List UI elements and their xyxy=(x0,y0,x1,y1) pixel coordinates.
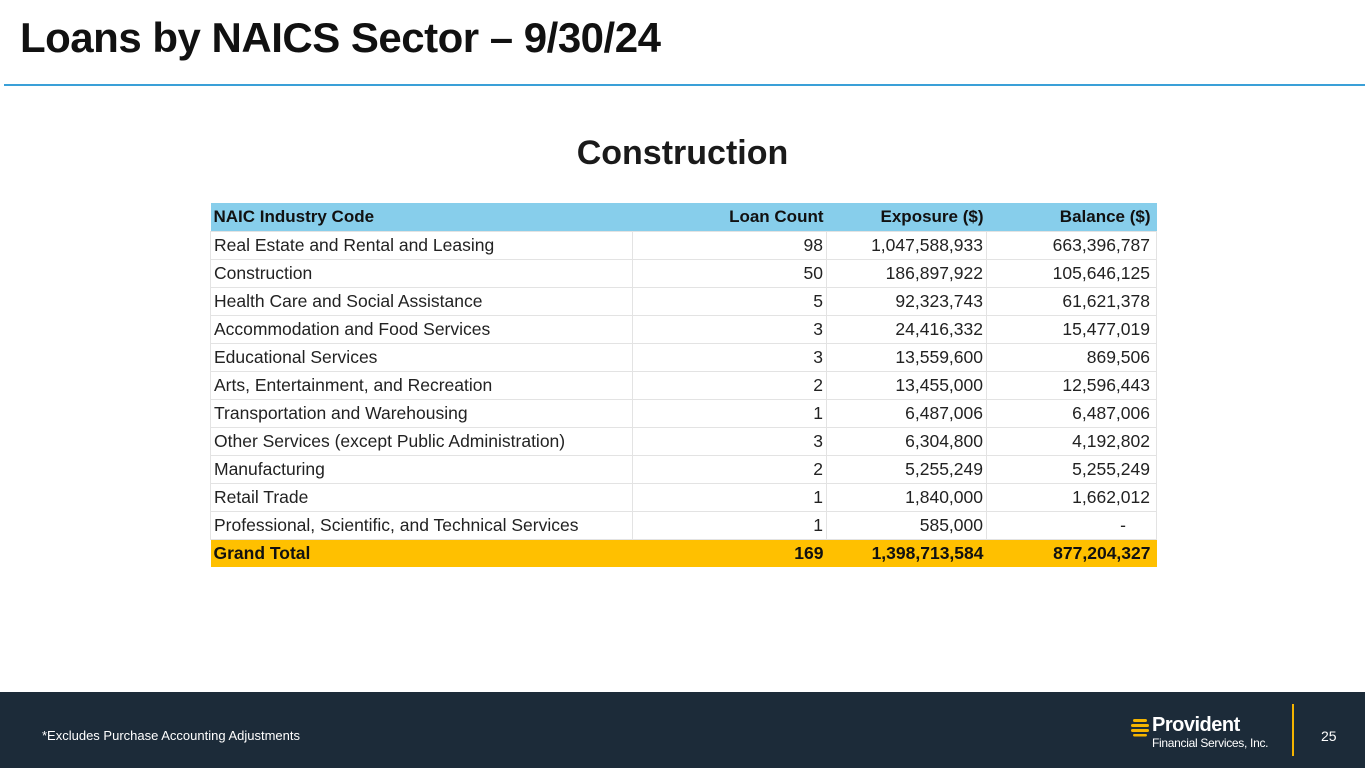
total-exposure: 1,398,713,584 xyxy=(827,539,987,567)
total-balance: 877,204,327 xyxy=(987,539,1157,567)
cell-industry: Arts, Entertainment, and Recreation xyxy=(211,371,633,399)
cell-loan-count: 3 xyxy=(633,343,827,371)
cell-loan-count: 98 xyxy=(633,231,827,259)
table-row xyxy=(211,231,1157,259)
cell-loan-count: 2 xyxy=(633,455,827,483)
cell-balance: 12,596,443 xyxy=(987,371,1157,399)
cell-industry: Transportation and Warehousing xyxy=(211,399,633,427)
cell-loan-count: 1 xyxy=(633,483,827,511)
cell-exposure: 585,000 xyxy=(827,511,987,539)
cell-balance: 5,255,249 xyxy=(987,455,1157,483)
total-loan-count: 169 xyxy=(633,539,827,567)
table-row xyxy=(211,343,1157,371)
cell-balance: 1,662,012 xyxy=(987,483,1157,511)
title-rule xyxy=(4,84,1365,86)
cell-loan-count: 50 xyxy=(633,259,827,287)
cell-loan-count: 3 xyxy=(633,427,827,455)
table-header-row xyxy=(211,203,1157,231)
grand-total-row xyxy=(211,539,1157,567)
loans-table xyxy=(210,203,1157,567)
cell-industry: Manufacturing xyxy=(211,455,633,483)
table-row xyxy=(211,427,1157,455)
cell-loan-count: 1 xyxy=(633,399,827,427)
provident-logo xyxy=(1130,714,1280,754)
slide-title: Loans by NAICS Sector – 9/30/24 xyxy=(20,14,661,61)
footnote: *Excludes Purchase Accounting Adjustments xyxy=(42,728,300,743)
footer-bar xyxy=(0,692,1365,768)
cell-balance: 15,477,019 xyxy=(987,315,1157,343)
page-number: 25 xyxy=(1321,728,1337,744)
cell-exposure: 5,255,249 xyxy=(827,455,987,483)
cell-exposure: 6,487,006 xyxy=(827,399,987,427)
table-row xyxy=(211,511,1157,539)
cell-exposure: 1,840,000 xyxy=(827,483,987,511)
cell-industry: Health Care and Social Assistance xyxy=(211,287,633,315)
cell-loan-count: 3 xyxy=(633,315,827,343)
table-row xyxy=(211,455,1157,483)
cell-exposure: 13,455,000 xyxy=(827,371,987,399)
cell-exposure: 13,559,600 xyxy=(827,343,987,371)
table-row xyxy=(211,483,1157,511)
cell-balance: 4,192,802 xyxy=(987,427,1157,455)
cell-industry: Professional, Scientific, and Technical Services xyxy=(211,511,633,539)
table-row xyxy=(211,371,1157,399)
cell-exposure: 6,304,800 xyxy=(827,427,987,455)
logo-subtitle: Financial Services, Inc. xyxy=(1152,736,1269,750)
header-loan-count: Loan Count xyxy=(633,203,827,231)
table-row xyxy=(211,259,1157,287)
cell-exposure: 24,416,332 xyxy=(827,315,987,343)
cell-industry: Real Estate and Rental and Leasing xyxy=(211,231,633,259)
cell-loan-count: 2 xyxy=(633,371,827,399)
cell-exposure: 186,897,922 xyxy=(827,259,987,287)
cell-balance: 869,506 xyxy=(987,343,1157,371)
table-row xyxy=(211,399,1157,427)
header-naic-code: NAIC Industry Code xyxy=(211,203,633,231)
cell-balance: - xyxy=(987,511,1157,539)
cell-industry: Retail Trade xyxy=(211,483,633,511)
table-row xyxy=(211,315,1157,343)
logo-wordmark: Provident xyxy=(1152,714,1240,736)
cell-balance: 105,646,125 xyxy=(987,259,1157,287)
cell-loan-count: 1 xyxy=(633,511,827,539)
cell-balance: 6,487,006 xyxy=(987,399,1157,427)
cell-balance: 61,621,378 xyxy=(987,287,1157,315)
cell-industry: Construction xyxy=(211,259,633,287)
provident-sun-icon xyxy=(1130,717,1150,737)
cell-exposure: 92,323,743 xyxy=(827,287,987,315)
total-label: Grand Total xyxy=(211,539,633,567)
cell-exposure: 1,047,588,933 xyxy=(827,231,987,259)
logo-divider xyxy=(1292,704,1294,756)
cell-industry: Accommodation and Food Services xyxy=(211,315,633,343)
section-title: Construction xyxy=(576,134,789,172)
header-exposure: Exposure ($) xyxy=(827,203,987,231)
cell-industry: Educational Services xyxy=(211,343,633,371)
cell-balance: 663,396,787 xyxy=(987,231,1157,259)
cell-loan-count: 5 xyxy=(633,287,827,315)
table-row xyxy=(211,287,1157,315)
cell-industry: Other Services (except Public Administration) xyxy=(211,427,633,455)
header-balance: Balance ($) xyxy=(987,203,1157,231)
